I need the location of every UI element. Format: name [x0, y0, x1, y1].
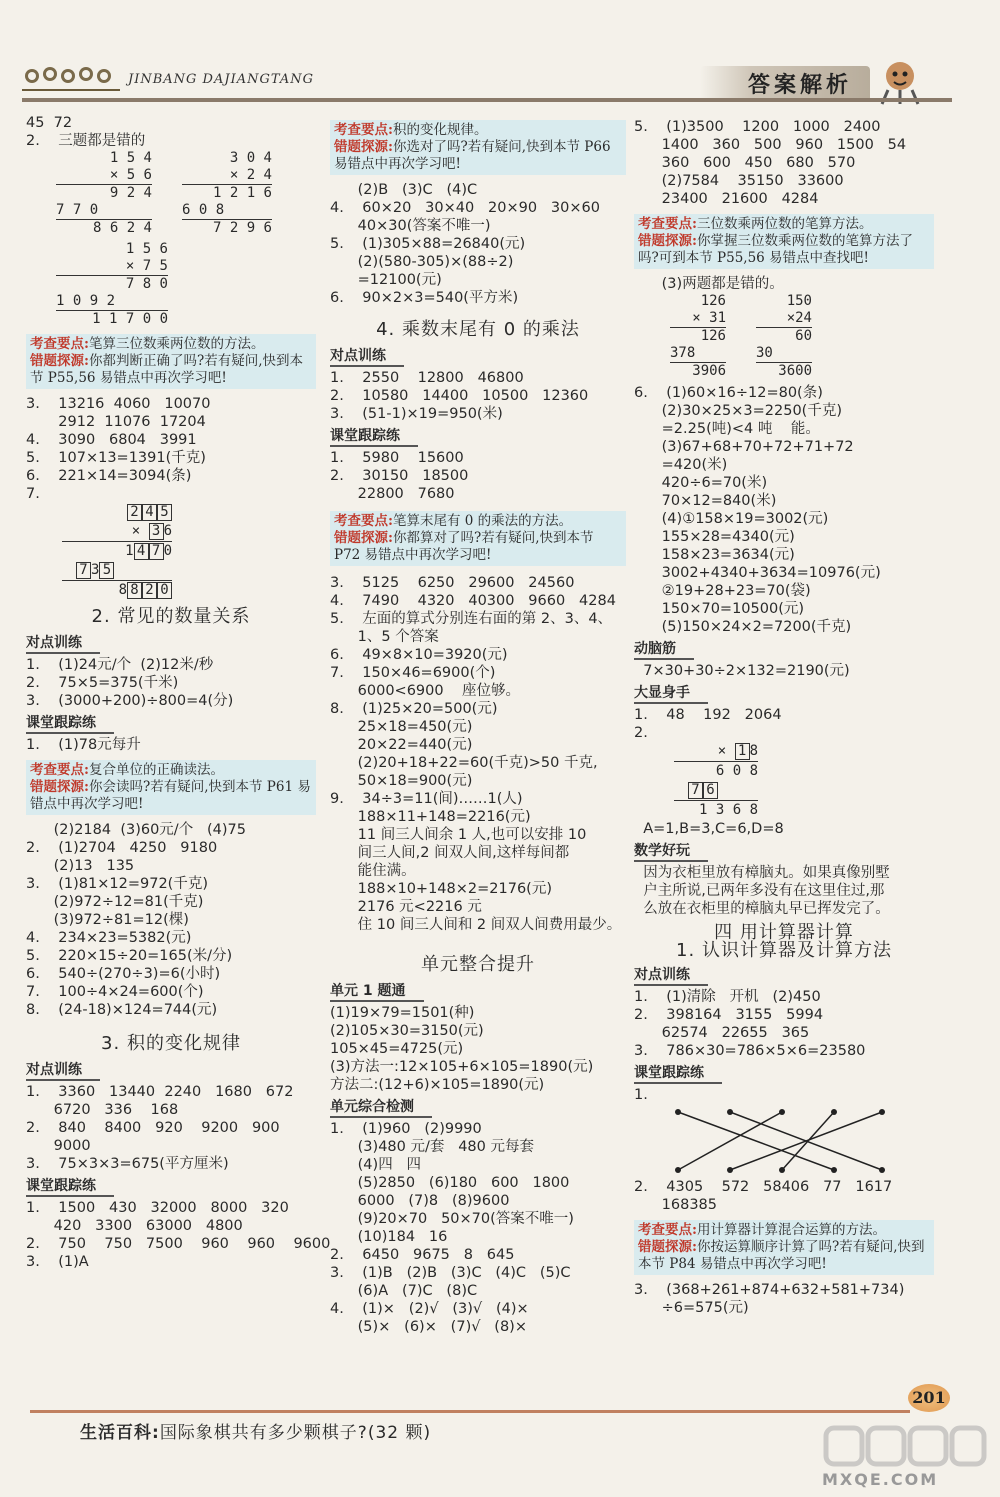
calc-line: 3906 — [692, 363, 726, 379]
answer-line: (6)A (7)C (8)C — [330, 1283, 478, 1299]
answer-line: ②19+28+23=70(袋) — [634, 583, 811, 599]
digit: 0 — [163, 543, 172, 559]
digit: 6 — [715, 763, 725, 779]
puzzle-row: × 3 6 — [62, 522, 172, 542]
subsection-tag: 对点训练 — [634, 966, 708, 986]
answer-line: (9)20×70 50×70(答案不唯一) — [330, 1211, 574, 1227]
answer-line: 9. 34÷3=11(间)……1(人) — [330, 791, 523, 807]
answer-line: 么放在衣柜里的樟脑丸早已挥发完了。 — [634, 901, 890, 917]
calc-line: 1 2 1 6 — [212, 185, 272, 201]
answer-line: 4. 60×20 30×40 20×90 30×60 — [330, 200, 600, 216]
subsection-tag: 课堂跟踪练 — [26, 714, 114, 734]
matching-lines-svg — [670, 1104, 890, 1178]
vertical-calc — [670, 293, 726, 380]
column-left — [26, 114, 331, 1271]
answer-line: 23400 21600 4284 — [634, 191, 819, 207]
digit-box: 5 — [157, 504, 172, 521]
answer-line: 6. 221×14=3094(条) — [26, 468, 192, 484]
answer-line: (2)20+18+22=60(千克)>50 千克, — [330, 755, 598, 771]
answer-line: 6. (1)60×16÷12=80(条) — [634, 385, 823, 401]
answer-line: 1. 5980 15600 — [330, 450, 464, 466]
digit: 1 — [125, 543, 134, 559]
vertical-calc — [56, 150, 152, 237]
subsection-tag: 课堂跟踪练 — [330, 427, 418, 447]
answer-line: 20×22=440(元) — [330, 737, 473, 753]
answer-line: 6000 (7)8 (8)9600 — [330, 1193, 510, 1209]
subsection-tag: 单元 1 题通 — [330, 982, 424, 1002]
digit-box: 3 — [149, 523, 164, 540]
answer-line: 2. (1)2704 4250 9180 — [26, 840, 218, 856]
answer-line: 420÷6=70(米) — [634, 475, 768, 491]
answer-line: 188×10+148×2=2176(元) — [330, 881, 552, 897]
puzzle-row — [674, 781, 758, 801]
answer-line: 22800 7680 — [330, 486, 455, 502]
answer-line: 4. 3090 6804 3991 — [26, 432, 197, 448]
answer-line: 3. (1)A — [26, 1254, 89, 1270]
calc-line: 7 2 9 6 — [212, 220, 272, 236]
answer-line: 1. 2550 12800 46800 — [330, 370, 524, 386]
answer-line: 3. (368+261+874+632+581+734) — [634, 1282, 905, 1298]
answer-line: (2)7584 35150 33600 — [634, 173, 844, 189]
answer-line: 6. 90×2×3=540(平方米) — [330, 290, 519, 306]
answer-line: 7. — [26, 486, 40, 502]
answer-line: (10)184 16 — [330, 1229, 448, 1245]
answer-line: 间三人间,2 间双人间,这样每间都 — [330, 845, 570, 861]
calc-line: 1 1 7 0 0 — [92, 311, 168, 327]
answer-line: 70×12=840(米) — [634, 493, 777, 509]
answer-line: 1. 3360 13440 2240 1680 672 — [26, 1084, 294, 1100]
tip-box — [330, 120, 626, 175]
answer-line: (4)四 四 — [330, 1157, 422, 1173]
answer-line: ÷6=575(元) — [634, 1300, 749, 1316]
answer-line: 2. 398164 3155 5994 — [634, 1007, 824, 1023]
tip-text: 你按运算顺序计算了吗?若有疑问,快到本节 P84 易错点中再次学习吧! — [638, 1239, 925, 1272]
digit-box: 1 — [735, 743, 750, 760]
answer-line: (1)19×79=1501(种) — [330, 1005, 475, 1021]
section-heading: 单元整合提升 — [421, 954, 535, 975]
calc-line: 378 — [670, 345, 726, 363]
section-heading: 4. 乘数末尾有 0 的乘法 — [376, 319, 580, 340]
digit: 6 — [163, 523, 172, 539]
answer-line: 5. 107×13=1391(千克) — [26, 450, 206, 466]
calc-line: 8 6 2 4 — [92, 220, 152, 236]
answer-line: 3002+4340+3634=10976(元) — [634, 565, 881, 581]
answer-line: 1. — [634, 1087, 648, 1103]
tip-text: 你掌握三位数乘两位数的笔算方法了吗?可到本节 P55,56 易错点中查找吧! — [638, 233, 913, 266]
answer-line: 4. 234×23=5382(元) — [26, 930, 192, 946]
answer-line: 62574 22655 365 — [634, 1025, 810, 1041]
subsection-tag: 单元综合检测 — [330, 1098, 432, 1118]
subsection-tag: 课堂跟踪练 — [634, 1064, 722, 1084]
tip-key: 错题探源: — [30, 353, 89, 369]
answer-line: (5)150×24×2=7200(千克) — [634, 619, 852, 635]
digit: 3 — [715, 802, 725, 818]
answer-line: (3)480 元/套 480 元每套 — [330, 1139, 534, 1155]
answer-line: 1. 48 192 2064 — [634, 707, 782, 723]
tip-key: 错题探源: — [638, 1239, 697, 1255]
subsection-tag: 对点训练 — [330, 347, 404, 367]
digit: 8 — [118, 582, 127, 598]
answer-line: 6720 336 168 — [26, 1102, 179, 1118]
vertical-calc — [756, 293, 812, 380]
puzzle-row — [62, 581, 172, 600]
puzzle-row — [62, 542, 172, 561]
header-rule — [22, 98, 952, 102]
digit-puzzle — [62, 503, 172, 600]
column-right — [634, 118, 934, 1317]
digit: 3 — [91, 562, 100, 578]
answer-line: 方法二:(12+6)×105=1890(元) — [330, 1077, 545, 1093]
answer-line: 6. 49×8×10=3920(元) — [330, 647, 508, 663]
tip-key: 错题探源: — [334, 139, 393, 155]
tip-text: 三位数乘两位数的笔算方法。 — [696, 216, 873, 232]
tip-box — [330, 511, 626, 566]
tip-key: 考查要点: — [638, 216, 697, 232]
answer-line: 3. 5125 6250 29600 24560 — [330, 575, 575, 591]
tip-text: 你选对了吗?若有疑问,快到本节 P66 易错点中再次学习吧! — [334, 139, 611, 172]
watermark-text: MXQE.COM — [822, 1470, 939, 1489]
subsection-tag: 动脑筋 — [634, 640, 694, 660]
vertical-calc-group — [56, 150, 316, 237]
tip-key: 考查要点: — [30, 336, 89, 352]
answer-line: 1. (1)清除 开机 (2)450 — [634, 989, 821, 1005]
puzzle-row: × 1 8 — [674, 742, 758, 762]
answer-line: 168385 — [634, 1197, 718, 1213]
tip-text: 你会读吗?若有疑问,快到本节 P61 易错点中再次学习吧! — [30, 779, 311, 812]
digit-box: 2 — [127, 504, 142, 521]
tip-key: 错题探源: — [30, 779, 89, 795]
answer-line: 6000<6900 座位够。 — [330, 683, 521, 699]
tip-box — [26, 334, 316, 389]
tip-text: 你都算对了吗?若有疑问,快到本节 P72 易错点中再次学习吧! — [334, 530, 594, 563]
calc-line: 30 — [756, 345, 812, 363]
answer-line: (3)67+68+70+72+71+72 — [634, 439, 854, 455]
puzzle-row — [674, 801, 758, 820]
answer-line: 4. 7490 4320 40300 9660 4284 — [330, 593, 616, 609]
answer-line: 6. 540÷(270÷3)=6(小时) — [26, 966, 221, 982]
tip-key: 考查要点: — [638, 1222, 697, 1238]
answer-line: 105×45=4725(元) — [330, 1041, 464, 1057]
tip-box — [634, 1220, 934, 1275]
answer-line: 2. 750 750 7500 960 960 9600 — [26, 1236, 331, 1252]
answer-line: 2. 三题都是错的 — [26, 133, 146, 149]
tip-text: 笔算三位数乘两位数的方法。 — [88, 336, 265, 352]
answer-line: 2. 75×5=375(千米) — [26, 675, 179, 691]
answer-line: 2. 30150 18500 — [330, 468, 469, 484]
answer-line: 4. (1)× (2)√ (3)√ (4)× — [330, 1301, 529, 1317]
matching-lines-diagram — [670, 1104, 934, 1178]
answer-line: 9000 — [26, 1138, 91, 1154]
answer-line: 5. 220×15÷20=165(米/分) — [26, 948, 233, 964]
answer-line: 8. (1)25×20=500(元) — [330, 701, 498, 717]
vertical-calc — [56, 241, 168, 328]
digit-box: 7 — [76, 562, 91, 579]
answer-line: =12100(元) — [330, 272, 442, 288]
subsection-tag: 课堂跟踪练 — [26, 1177, 114, 1197]
calc-line: × 5 6 — [56, 167, 152, 185]
calc-line: 1 5 4 — [109, 150, 152, 166]
answer-line: 住 10 间三人间和 2 间双人间费用最少。 — [330, 917, 622, 933]
answer-line: 420 3300 63000 4800 — [26, 1218, 243, 1234]
calc-line: 1 5 6 — [125, 241, 168, 257]
calc-line: 3 0 4 — [229, 150, 272, 166]
answer-line: 2. 6450 9675 8 645 — [330, 1247, 515, 1263]
answer-line: 8. (24-18)×124=744(元) — [26, 1002, 218, 1018]
digit-box: 4 — [142, 504, 157, 521]
answer-line: 2. 4305 572 58406 77 1617 — [634, 1179, 893, 1195]
answer-line: 因为衣柜里放有樟脑丸。如果真像别墅 — [634, 865, 890, 881]
calc-line: 6 0 8 — [182, 202, 272, 220]
answer-line: 1. (1)24元/个 (2)12米/秒 — [26, 657, 214, 673]
page-number: 201 — [908, 1384, 950, 1412]
vertical-calc — [182, 150, 272, 237]
kids-logo-icon — [20, 54, 130, 94]
section-title: 答案解析 — [748, 73, 853, 98]
answer-line: 1400 360 500 960 1500 54 — [634, 137, 907, 153]
footer-content: 国际象棋共有多少颗棋子?(32 颗) — [159, 1423, 432, 1443]
calc-line: × 7 5 — [56, 258, 168, 276]
puzzle-row — [62, 561, 172, 581]
calc-line: 150 — [786, 293, 812, 309]
answer-line: 1. (1)960 (2)9990 — [330, 1121, 482, 1137]
tip-text: 积的变化规律。 — [392, 122, 488, 138]
footer-label: 生活百科: — [80, 1423, 160, 1443]
answer-line: 2176 元<2216 元 — [330, 899, 482, 915]
answer-line: (2)2184 (3)60元/个 (4)75 — [26, 822, 247, 838]
calc-line: 126 — [700, 293, 726, 309]
answer-line: 188×11+148=2216(元) — [330, 809, 531, 825]
calc-line: 7 8 0 — [125, 276, 168, 292]
answer-line: (2)B (3)C (4)C — [330, 182, 478, 198]
answer-line: 50×18=900(元) — [330, 773, 473, 789]
answer-line: A=1,B=3,C=6,D=8 — [634, 821, 784, 837]
answer-line: 7. 150×46=6900(个) — [330, 665, 496, 681]
answer-line: 1. 1500 430 32000 8000 320 — [26, 1200, 289, 1216]
column-middle — [330, 120, 626, 1336]
digit: 8 — [749, 743, 758, 759]
digit: 6 — [732, 802, 742, 818]
answer-line: (5)× (6)× (7)√ (8)× — [330, 1319, 527, 1335]
answer-line: 360 600 450 680 570 — [634, 155, 856, 171]
answer-line: (3)方法一:12×105+6×105=1890(元) — [330, 1059, 594, 1075]
digit-box: 4 — [134, 543, 149, 560]
digit-puzzle — [674, 742, 758, 820]
answer-line: (2)972÷12=81(千克) — [26, 894, 204, 910]
answer-line: 2. — [634, 725, 648, 741]
section-heading: 1. 认识计算器及计算方法 — [676, 940, 892, 961]
answer-line: 能住满。 — [330, 863, 416, 879]
answer-line: (5)2850 (6)180 600 1800 — [330, 1175, 570, 1191]
answer-line: 3. (1)81×12=972(千克) — [26, 876, 209, 892]
digit: 1 — [698, 802, 708, 818]
digit-box: 7 — [149, 543, 164, 560]
answer-line: 2. 840 8400 920 9200 900 — [26, 1120, 280, 1136]
calc-line: × 31 — [670, 310, 726, 328]
tip-key: 考查要点: — [30, 762, 89, 778]
digit: 0 — [732, 763, 742, 779]
answer-line: 5. (1)3500 1200 1000 2400 — [634, 119, 881, 135]
puzzle-row — [62, 503, 172, 522]
digit-box: 6 — [703, 782, 718, 799]
answer-line: 150×70=10500(元) — [634, 601, 805, 617]
calc-line: ×24 — [756, 310, 812, 328]
answer-line: (2)(580-305)×(88÷2) — [330, 254, 514, 270]
answer-line: (2)105×30=3150(元) — [330, 1023, 484, 1039]
answer-line: 5. (1)305×88=26840(元) — [330, 236, 526, 252]
answer-line: 户主所说,已两年多没有在这里住过,那 — [634, 883, 885, 899]
tip-key: 错题探源: — [334, 530, 393, 546]
tip-box — [634, 214, 934, 269]
answer-line: 7. 100÷4×24=600(个) — [26, 984, 204, 1000]
puzzle-row — [674, 762, 758, 781]
calc-line: 9 2 4 — [109, 185, 152, 201]
calc-line: 3600 — [778, 363, 812, 379]
tip-text: 用计算器计算混合运算的方法。 — [696, 1222, 886, 1238]
answer-line: 3. 75×3×3=675(平方厘米) — [26, 1156, 229, 1172]
digit: 8 — [749, 802, 758, 818]
answer-line: =2.25(吨)<4 吨 能。 — [634, 421, 820, 437]
answer-line: 40×30(答案不唯一) — [330, 218, 491, 234]
digit-box: 8 — [127, 582, 142, 599]
section-heading: 2. 常见的数量关系 — [91, 606, 251, 627]
brand-name: JINBANG DAJIANGTANG — [128, 72, 314, 87]
answer-line: 3. (1)B (2)B (3)C (4)C (5)C — [330, 1265, 571, 1281]
subsection-tag: 大显身手 — [634, 684, 708, 704]
answer-line: 1. (1)78元每升 — [26, 737, 141, 753]
answer-line: 1、5 个答案 — [330, 629, 439, 645]
answer-line: (2)13 135 — [26, 858, 135, 874]
tip-key: 考查要点: — [334, 513, 393, 529]
digit-box: 2 — [142, 582, 157, 599]
digit-box: 7 — [688, 782, 703, 799]
answer-line: (2)30×25×3=2250(千克) — [634, 403, 842, 419]
answer-line: (3)两题都是错的。 — [634, 276, 784, 292]
chapter-heading: 四 用计算器计算 — [714, 922, 854, 943]
answer-line: (3)972÷81=12(棵) — [26, 912, 189, 928]
subsection-tag: 对点训练 — [26, 1061, 100, 1081]
calc-line: 7 7 0 — [56, 202, 152, 220]
answer-line: 3. (51-1)×19=950(米) — [330, 406, 503, 422]
answer-line: 2912 11076 17204 — [26, 414, 206, 430]
vertical-calc-group — [670, 293, 934, 380]
digit-box: 5 — [99, 562, 114, 579]
answer-line: 7×30+30÷2×132=2190(元) — [634, 663, 850, 679]
digit-box: 0 — [157, 582, 172, 599]
answer-line: 25×18=450(元) — [330, 719, 473, 735]
calc-line: 1 0 9 2 — [56, 293, 168, 311]
answer-line: 3. 786×30=786×5×6=23580 — [634, 1043, 866, 1059]
answer-line: (4)①158×19=3002(元) — [634, 511, 829, 527]
answer-line: 11 间三人间余 1 人,也可以安排 10 — [330, 827, 587, 843]
footer-fact — [80, 1418, 431, 1443]
answer-line: 2. 10580 14400 10500 12360 — [330, 388, 589, 404]
tip-box — [26, 760, 316, 815]
answer-line: =420(米) — [634, 457, 728, 473]
answer-line: 3. 13216 4060 10070 — [26, 396, 211, 412]
answer-line: 155×28=4340(元) — [634, 529, 795, 545]
calc-line: × 2 4 — [182, 167, 272, 185]
footer-rule — [30, 1410, 910, 1413]
calc-line: 126 — [700, 328, 726, 344]
tip-key: 考查要点: — [334, 122, 393, 138]
answer-line: 158×23=3634(元) — [634, 547, 795, 563]
answer-line: 5. 左面的算式分别连右面的第 2、3、4、 — [330, 611, 613, 627]
subsection-tag: 数学好玩 — [634, 842, 708, 862]
answer-line: 3. (3000+200)÷800=4(分) — [26, 693, 234, 709]
subsection-tag: 对点训练 — [26, 634, 100, 654]
tip-key: 错题探源: — [638, 233, 697, 249]
digit: 8 — [749, 763, 758, 779]
answer-line: 45 72 — [26, 115, 73, 131]
tip-text: 你都判断正确了吗?若有疑问,快到本节 P55,56 易错点中再次学习吧! — [30, 353, 304, 386]
tip-text: 笔算末尾有 0 的乘法的方法。 — [392, 513, 573, 529]
tip-text: 复合单位的正确读法。 — [88, 762, 224, 778]
calc-line: 60 — [795, 328, 812, 344]
section-heading: 3. 积的变化规律 — [101, 1033, 241, 1054]
